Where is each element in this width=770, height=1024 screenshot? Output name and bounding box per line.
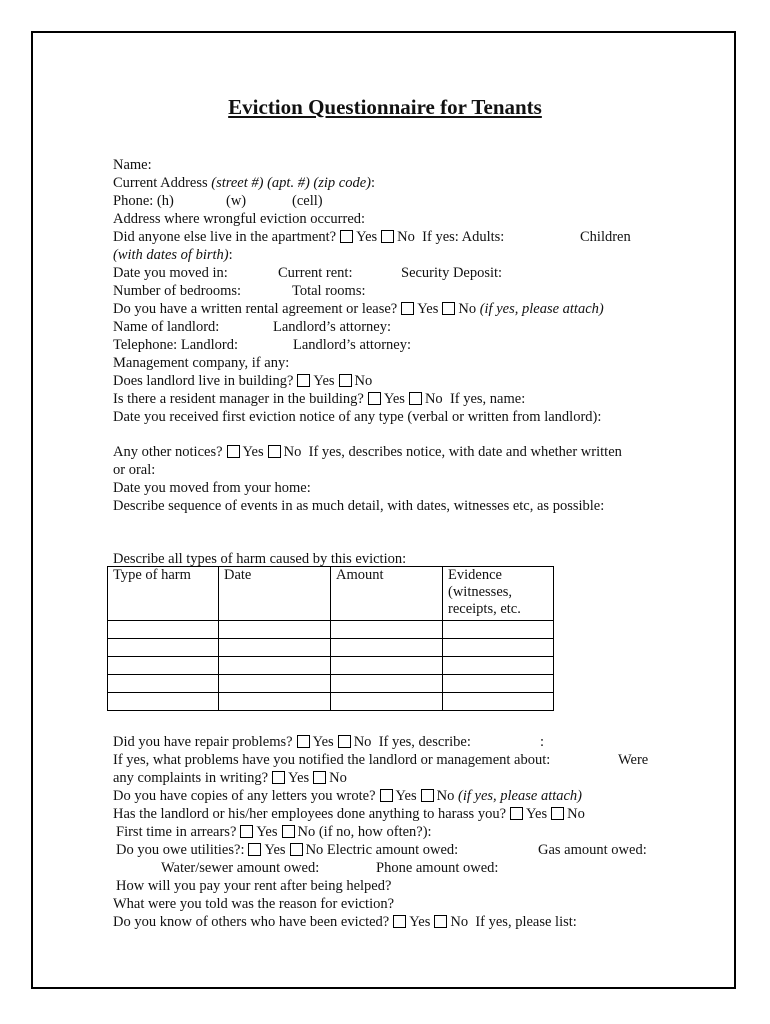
others-yes-checkbox[interactable] (393, 915, 406, 928)
pay-rent-label: How will you pay your rent after being helped? (116, 878, 392, 894)
harm-cell[interactable] (443, 675, 554, 693)
phone-work-label: (w) (226, 193, 247, 209)
telephone-landlord-label: Telephone: Landlord: (113, 337, 239, 353)
anyone-no-checkbox[interactable] (381, 230, 394, 243)
arrears-no-checkbox[interactable] (282, 825, 295, 838)
total-rooms-label: Total rooms: (292, 283, 366, 299)
harass-no-checkbox[interactable] (551, 807, 564, 820)
landlord-name-label: Name of landlord: (113, 319, 220, 335)
harm-cell[interactable] (331, 621, 443, 639)
water-owed-label: Water/sewer amount owed: (161, 860, 320, 876)
repair-line: Did you have repair problems? Yes No If yes, describe: (113, 734, 471, 750)
complaints-line: any complaints in writing? Yes No (113, 770, 347, 786)
table-row (108, 639, 554, 657)
harm-cell[interactable] (219, 693, 331, 711)
harm-cell[interactable] (108, 639, 219, 657)
resident-manager-line: Is there a resident manager in the building? Yes No If yes, name: (113, 391, 526, 407)
complaints-no-checkbox[interactable] (313, 771, 326, 784)
harm-cell[interactable] (219, 639, 331, 657)
name-label: Name: (113, 157, 152, 173)
copies-no-checkbox[interactable] (421, 789, 434, 802)
page-title: Eviction Questionnaire for Tenants (228, 95, 542, 119)
harm-cell[interactable] (108, 657, 219, 675)
harm-cell[interactable] (331, 639, 443, 657)
harm-cell[interactable] (219, 675, 331, 693)
table-row (108, 675, 554, 693)
harm-cell[interactable] (108, 621, 219, 639)
harm-type-header: Type of harm (108, 567, 219, 621)
harm-cell[interactable] (331, 693, 443, 711)
landlord-lives-line: Does landlord live in building? Yes No (113, 373, 373, 389)
utilities-line: Do you owe utilities?: Yes No Electric amount owed: (116, 842, 459, 858)
harass-yes-checkbox[interactable] (510, 807, 523, 820)
repair-yes-checkbox[interactable] (297, 735, 310, 748)
address-line: Current Address (street #) (apt. #) (zip code): (113, 175, 376, 191)
copies-yes-checkbox[interactable] (380, 789, 393, 802)
written-yes-checkbox[interactable] (401, 302, 414, 315)
landlord-lives-yes-checkbox[interactable] (297, 374, 310, 387)
harass-line: Has the landlord or his/her employees done anything to harass you? Yes No (113, 806, 585, 822)
phone-home-label: Phone: (h) (113, 193, 174, 209)
current-rent-label: Current rent: (278, 265, 353, 281)
harm-table-header-row (108, 567, 554, 621)
others-no-checkbox[interactable] (434, 915, 447, 928)
copies-line: Do you have copies of any letters you wrote? Yes No (if yes, please attach) (113, 788, 583, 804)
wrongful-eviction-address-label: Address where wrongful eviction occurred: (113, 211, 366, 227)
harm-cell[interactable] (108, 675, 219, 693)
harm-cell[interactable] (443, 639, 554, 657)
table-row (108, 657, 554, 675)
phone-owed-label: Phone amount owed: (376, 860, 499, 876)
harm-label: Describe all types of harm caused by this eviction: (113, 551, 407, 567)
bedrooms-label: Number of bedrooms: (113, 283, 242, 299)
harm-amount-header: Amount (331, 567, 443, 621)
harm-table (107, 566, 554, 711)
landlord-attorney-phone-label: Landlord’s attorney: (293, 337, 411, 353)
other-notices-no-checkbox[interactable] (268, 445, 281, 458)
other-notices-yes-checkbox[interactable] (227, 445, 240, 458)
dob-label: (with dates of birth): (113, 247, 233, 263)
phone-cell-label: (cell) (292, 193, 323, 209)
arrears-yes-checkbox[interactable] (240, 825, 253, 838)
landlord-attorney-label: Landlord’s attorney: (273, 319, 391, 335)
utilities-no-checkbox[interactable] (290, 843, 303, 856)
landlord-lives-no-checkbox[interactable] (339, 374, 352, 387)
first-notice-label: Date you received first eviction notice of any type (verbal or written from landlord): (113, 409, 602, 425)
resident-manager-no-checkbox[interactable] (409, 392, 422, 405)
harm-cell[interactable] (108, 693, 219, 711)
security-deposit-label: Security Deposit: (401, 265, 503, 281)
harm-cell[interactable] (443, 621, 554, 639)
harm-cell[interactable] (331, 657, 443, 675)
moved-in-label: Date you moved in: (113, 265, 228, 281)
other-notices-line: Any other notices? Yes No If yes, describes notice, with date and whether written (113, 444, 622, 460)
utilities-yes-checkbox[interactable] (248, 843, 261, 856)
anyone-yes-checkbox[interactable] (340, 230, 353, 243)
table-row (108, 693, 554, 711)
notified-label: If yes, what problems have you notified the landlord or management about: (113, 752, 551, 768)
harm-cell[interactable] (331, 675, 443, 693)
harm-cell[interactable] (443, 693, 554, 711)
children-label: Children (580, 229, 631, 245)
management-company-label: Management company, if any: (113, 355, 290, 371)
harm-cell[interactable] (219, 657, 331, 675)
sequence-label: Describe sequence of events in as much detail, with dates, witnesses etc, as possible: (113, 498, 605, 514)
were-label: Were (618, 752, 649, 768)
harm-cell[interactable] (219, 621, 331, 639)
or-oral-label: or oral: (113, 462, 156, 478)
eviction-reason-label: What were you told was the reason for eviction? (113, 896, 395, 912)
repair-colon: : (540, 734, 545, 750)
anyone-else-line: Did anyone else live in the apartment? Yes No If yes: Adults: (113, 229, 505, 245)
resident-manager-yes-checkbox[interactable] (368, 392, 381, 405)
written-agreement-line: Do you have a written rental agreement or lease? Yes No (if yes, please attach) (113, 301, 604, 317)
gas-owed-label: Gas amount owed: (538, 842, 647, 858)
written-no-checkbox[interactable] (442, 302, 455, 315)
moved-from-label: Date you moved from your home: (113, 480, 311, 496)
harm-date-header: Date (219, 567, 331, 621)
table-row (108, 621, 554, 639)
repair-no-checkbox[interactable] (338, 735, 351, 748)
complaints-yes-checkbox[interactable] (272, 771, 285, 784)
others-evicted-line: Do you know of others who have been evicted? Yes No If yes, please list: (113, 914, 577, 930)
harm-evidence-header: Evidence (witnesses, receipts, etc. (443, 567, 554, 621)
harm-cell[interactable] (443, 657, 554, 675)
arrears-line: First time in arrears? Yes No (if no, how often?): (116, 824, 432, 840)
